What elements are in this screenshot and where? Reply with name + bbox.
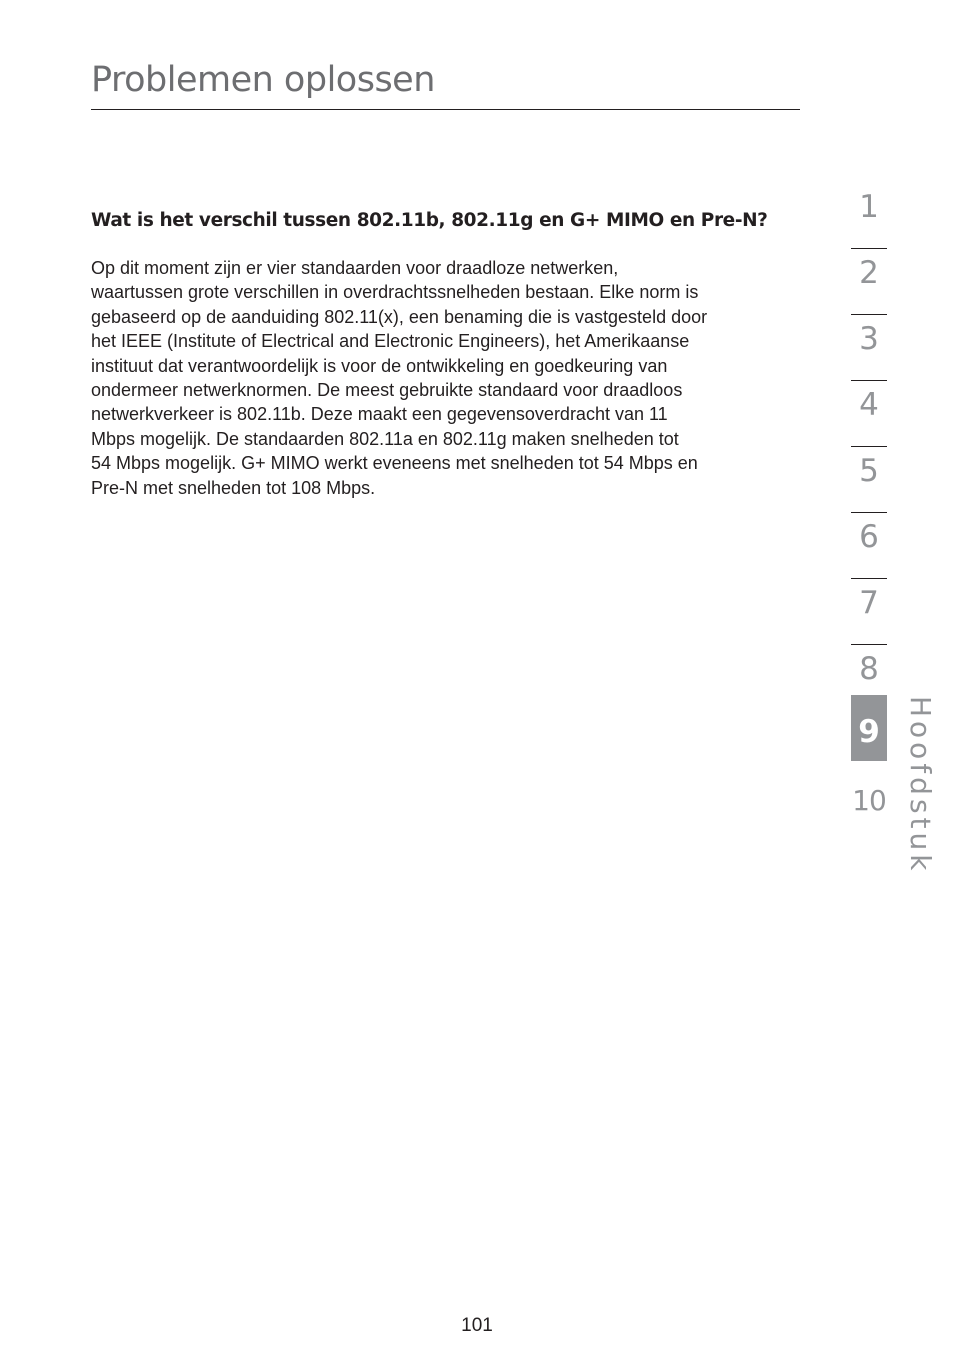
body-line: ondermeer netwerknormen. De meest gebruikte standaard voor draadloos [91,380,683,401]
body-paragraph [91,256,803,500]
chapter-tab-9-active[interactable]: 9 [851,695,887,761]
page-number: 101 [461,1315,493,1336]
body-line: het IEEE (Institute of Electrical and Electronic Engineers), het Amerikaanse [91,331,690,352]
body-line: instituut dat verantwoordelijk is voor de ontwikkeling en goedkeuring van [91,355,668,376]
chapter-label [896,696,946,875]
chapter-tab-4[interactable]: 4 [851,381,887,447]
chapter-tab-2[interactable]: 2 [851,249,887,315]
body-line: waartussen grote verschillen in overdrachtssnelheden bestaan. Elke norm is [91,282,699,303]
body-line: Op dit moment zijn er vier standaarden voor draadloze netwerken, [91,258,619,278]
body-line: 54 Mbps mogelijk. G+ MIMO werkt eveneens met snelheden tot 54 Mbps en [91,453,698,474]
page-header-title: Problemen oplossen [91,60,435,100]
chapter-tab-6[interactable]: 6 [851,513,887,579]
body-line: Pre-N met snelheden tot 108 Mbps. [91,477,376,498]
chapter-tab-7[interactable]: 7 [851,579,887,645]
section-heading: Wat is het verschil tussen 802.11b, 802.11g en G+ MIMO en Pre-N? [91,210,768,231]
chapter-tab-8[interactable]: 8 [859,651,879,687]
chapter-label-text: Hoofdstuk [904,696,937,875]
chapter-tab-5[interactable]: 5 [851,447,887,513]
header-divider [91,109,800,110]
body-line: Mbps mogelijk. De standaarden 802.11a en 802.11g maken snelheden tot [91,428,679,449]
chapter-tab-10[interactable]: 10 [852,784,886,817]
body-line: gebaseerd op de aanduiding 802.11(x), een benaming die is vastgesteld door [91,306,708,327]
body-line: netwerkverkeer is 802.11b. Deze maakt een gegevensoverdracht van 11 [91,404,668,425]
chapter-tab-3[interactable]: 3 [851,315,887,381]
chapter-tab-1[interactable]: 1 [851,183,887,249]
